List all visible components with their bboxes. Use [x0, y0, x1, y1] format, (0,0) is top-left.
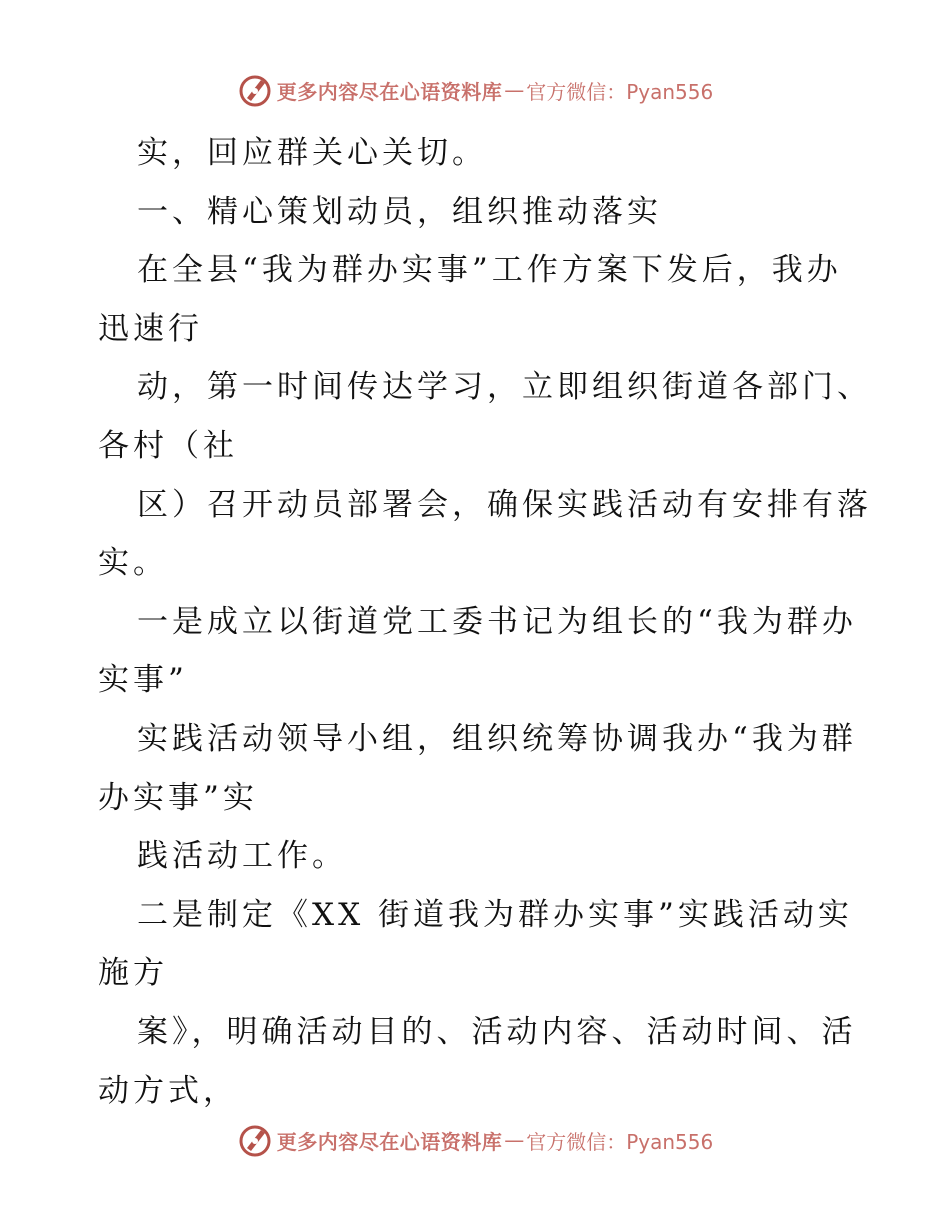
watermark-dash: — [504, 1128, 525, 1152]
text-line: 办实事”实 [98, 779, 258, 816]
text-line: 二是制定《XX 街道我为群办实事”实践活动实 [137, 896, 853, 933]
watermark-dash: — [504, 78, 525, 102]
watermark-wechat: 官方微信：Pyan556 [526, 79, 714, 104]
text-line: 实践活动领导小组，组织统筹协调我办“我为群 [137, 720, 857, 757]
text-line: 迅速行 [98, 310, 203, 347]
text-line: 践活动工作。 [137, 838, 347, 875]
pen-logo-icon [237, 1122, 273, 1158]
text-line: 在全县“我为群办实事”工作方案下发后，我办 [137, 252, 842, 289]
text-line: 案》，明确活动目的、活动内容、活动时间、活 [137, 1013, 857, 1050]
text-line: 实事” [98, 662, 188, 699]
text-line: 动方式， [98, 1072, 238, 1109]
footer-watermark [0, 1120, 950, 1160]
text-line: 实，回应群关心关切。 [137, 135, 487, 171]
watermark-text: 更多内容尽在心语资料库 [276, 1129, 503, 1154]
document-body [98, 124, 872, 1120]
text-line: 一、精心策划动员，组织推动落实 [137, 193, 662, 230]
watermark-text: 更多内容尽在心语资料库 [276, 79, 503, 104]
text-line: 施方 [98, 955, 168, 992]
header-watermark [0, 70, 950, 110]
text-line: 各村（社 [98, 427, 238, 464]
pen-logo-icon [237, 72, 273, 108]
text-line: 区）召开动员部署会，确保实践活动有安排有落 [137, 486, 872, 523]
text-line: 一是成立以街道党工委书记为组长的“我为群办 [137, 603, 857, 640]
watermark-wechat: 官方微信：Pyan556 [526, 1129, 714, 1154]
text-line: 动，第一时间传达学习，立即组织街道各部门、 [137, 369, 872, 406]
text-line: 实。 [98, 545, 168, 582]
